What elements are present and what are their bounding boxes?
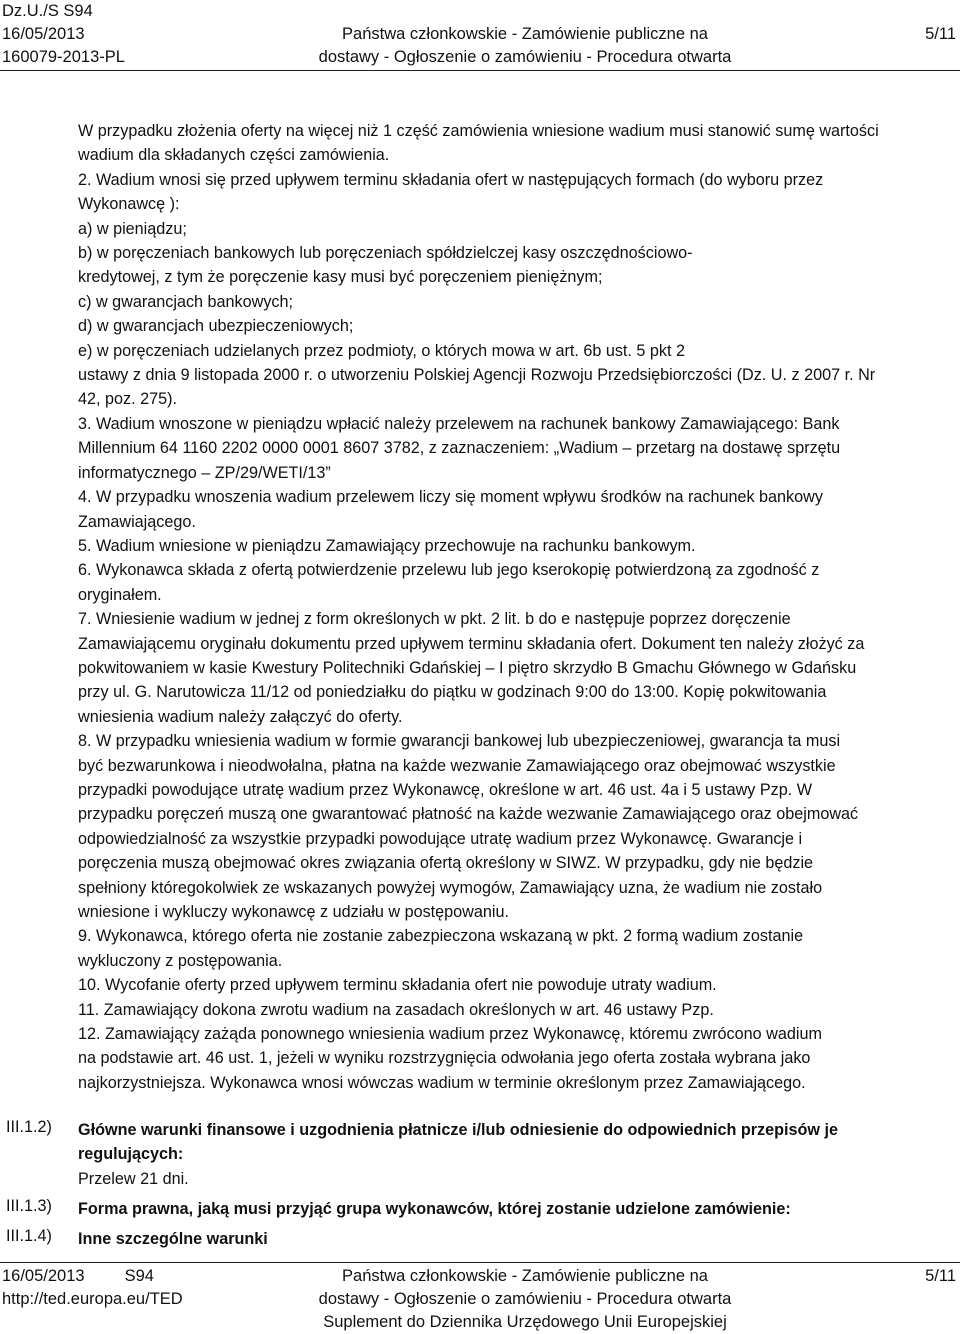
- text-line: d) w gwarancjach ubezpieczeniowych;: [78, 317, 354, 336]
- text-line: przy ul. G. Narutowicza 11/12 od poniedziałku do piątku w godzinach 9:00 do 13:00. Kopię pokwitowania: [78, 683, 827, 702]
- text-line: być bezwarunkowa i nieodwołalna, płatna na każde wezwanie Zamawiającego oraz obejmować wszystkie: [78, 756, 836, 775]
- text-line: 4. W przypadku wnoszenia wadium przelewem liczy się moment wpływu środków na rachunek bankowy: [78, 488, 823, 507]
- text-line: 6. Wykonawca składa z ofertą potwierdzenie przelewu lub jego kserokopię potwierdzoną za zgodność z: [78, 561, 820, 580]
- section-heading-line2: regulujących:: [78, 1145, 184, 1164]
- page-header: [0, 0, 960, 70]
- text-line: ustawy z dnia 9 listopada 2000 r. o utworzeniu Polskiej Agencji Rozwoju Przedsiębiorczości (Dz. U. z 2007 r. Nr: [78, 366, 876, 385]
- text-line: e) w poręczeniach udzielanych przez podmioty, o których mowa w art. 6b ust. 5 pkt 2: [78, 341, 686, 360]
- text-line: 11. Zamawiający dokona zwrotu wadium na zasadach określonych w art. 46 ustawy Pzp.: [78, 1000, 714, 1019]
- footer-title: [280, 1265, 770, 1334]
- footer-title-line2: dostawy - Ogłoszenie o zamówieniu - Procedura otwarta: [318, 1290, 732, 1308]
- header-title: [280, 0, 770, 69]
- text-line: c) w gwarancjach bankowych;: [78, 292, 294, 311]
- footer-series: S94: [124, 1267, 154, 1285]
- text-line: wniesione i wykluczy wykonawcę z udziału w postępowaniu.: [78, 903, 509, 921]
- header-divider: [0, 70, 960, 71]
- section-number-iii-1-4: III.1.4): [6, 1227, 52, 1245]
- section-iii-1-4: [78, 1227, 942, 1251]
- section-iii-1-3: [78, 1197, 942, 1221]
- text-line: 9. Wykonawca, którego oferta nie zostanie zabezpieczona wskazaną w pkt. 2 formą wadium zostanie: [78, 927, 804, 946]
- text-line: Wykonawcę ):: [78, 195, 180, 214]
- page-footer: [0, 1262, 960, 1334]
- journal-ref: Dz.U./S S94: [2, 2, 93, 20]
- section-heading-line1: Inne szczególne warunki: [78, 1230, 268, 1248]
- text-line: 42, poz. 275).: [78, 390, 177, 409]
- footer-page-number: 5/11: [925, 1267, 956, 1285]
- wadium-text: [78, 119, 942, 1095]
- text-line: najkorzystniejsza. Wykonawca wnosi wówczas wadium w terminie określonym przez Zamawiającego.: [78, 1073, 806, 1092]
- text-line: przypadki powodujące utratę wadium przez Wykonawcę, określone w art. 46 ust. 4a i 5 ustawy Pzp. W: [78, 780, 813, 799]
- section-iii-1-2: [78, 1118, 942, 1191]
- text-line: wniesienia wadium należy załączyć do oferty.: [78, 707, 403, 726]
- section-heading-line1: Główne warunki finansowe i uzgodnienia płatnicze i/lub odniesienie do odpowiednich przepisów je: [78, 1121, 838, 1139]
- text-line: wykluczony z postępowania.: [78, 951, 283, 970]
- footer-date: 16/05/2013: [2, 1267, 85, 1285]
- text-line: wadium dla składanych części zamówienia.: [78, 146, 390, 165]
- footer-title-line3: Suplement do Dziennika Urzędowego Unii Europejskiej: [323, 1313, 727, 1331]
- notice-ref: 160079-2013-PL: [2, 48, 125, 66]
- text-line: 5. Wadium wniesione w pieniądzu Zamawiający przechowuje na rachunku bankowym.: [78, 536, 696, 555]
- header-page-number: 5/11: [925, 25, 956, 43]
- text-line: kredytowej, z tym że poręczenie kasy musi być poręczeniem pieniężnym;: [78, 268, 603, 287]
- footer-url-link[interactable]: http://ted.europa.eu/TED: [2, 1290, 183, 1308]
- text-line: informatycznego – ZP/29/WETI/13”: [78, 463, 331, 482]
- text-line: odpowiedzialność za wszystkie przypadki powodujące utratę wadium przez Wykonawcę. Gwarancje i: [78, 829, 803, 848]
- section-number-iii-1-2: III.1.2): [6, 1118, 52, 1136]
- header-date: 16/05/2013: [2, 25, 85, 43]
- section-number-iii-1-3: III.1.3): [6, 1197, 52, 1215]
- text-line: 8. W przypadku wniesienia wadium w formie gwarancji bankowej lub ubezpieczeniowej, gwarancja ta musi: [78, 732, 841, 751]
- text-line: poręczenia muszą obejmować okres związania ofertą określony w SIWZ. W przypadku, gdy nie będzie: [78, 854, 814, 873]
- text-line: 12. Zamawiający zażąda ponownego wniesienia wadium przez Wykonawcę, któremu zwrócono wadium: [78, 1025, 822, 1044]
- text-line: Zamawiającemu oryginału dokumentu przed upływem terminu składania ofert. Dokument ten należy złożyć za: [78, 634, 865, 653]
- footer-title-line1: Państwa członkowskie - Zamówienie publiczne na: [342, 1267, 708, 1285]
- text-line: oryginałem.: [78, 585, 162, 604]
- text-line: 10. Wycofanie oferty przed upływem terminu składania ofert nie powoduje utraty wadium.: [78, 976, 717, 995]
- text-line: b) w poręczeniach bankowych lub poręczeniach spółdzielczej kasy oszczędnościowo-: [78, 244, 693, 263]
- text-line: a) w pieniądzu;: [78, 219, 187, 238]
- text-line: 7. Wniesienie wadium w jednej z form określonych w pkt. 2 lit. b do e następuje poprzez doręczenie: [78, 610, 791, 629]
- footer-left: [2, 1265, 183, 1311]
- text-line: pokwitowaniem w kasie Kwestury Politechniki Gdańskiej – I piętro skrzydło B Gmachu Głównego w Gdańsku: [78, 658, 857, 677]
- text-line: 3. Wadium wnoszone w pieniądzu wpłacić należy przelewem na rachunek bankowy Zamawiającego: Bank: [78, 414, 840, 433]
- header-title-line2: dostawy - Ogłoszenie o zamówieniu - Procedura otwarta: [318, 48, 732, 66]
- text-line: na podstawie art. 46 ust. 1, jeżeli w wyniku rozstrzygnięcia odwołania jego oferta została wybrana jako: [78, 1049, 811, 1068]
- text-line: przypadku poręczeń muszą one gwarantować płatność na każde wezwanie Zamawiającego oraz obejmować: [78, 805, 859, 824]
- section-text: Przelew 21 dni.: [78, 1169, 189, 1188]
- text-line: 2. Wadium wnosi się przed upływem terminu składania ofert w następujących formach (do wyboru przez: [78, 170, 824, 189]
- text-line: Zamawiającego.: [78, 512, 196, 531]
- text-line: spełniony któregokolwiek ze wskazanych powyżej wymogów, Zamawiający uzna, że wadium nie zostało: [78, 878, 823, 897]
- header-title-line1: Państwa członkowskie - Zamówienie publiczne na: [342, 25, 708, 43]
- header-left: [2, 0, 125, 69]
- text-line: Millennium 64 1160 2202 0000 0001 8607 3782, z zaznaczeniem: „Wadium – przetarg na dostawę sprzętu: [78, 439, 841, 458]
- text-line: W przypadku złożenia oferty na więcej niż 1 część zamówienia wniesione wadium musi stanowić sumę wartości: [78, 122, 879, 140]
- section-heading-line1: Forma prawna, jaką musi przyjąć grupa wykonawców, której zostanie udzielone zamówienie:: [78, 1200, 791, 1218]
